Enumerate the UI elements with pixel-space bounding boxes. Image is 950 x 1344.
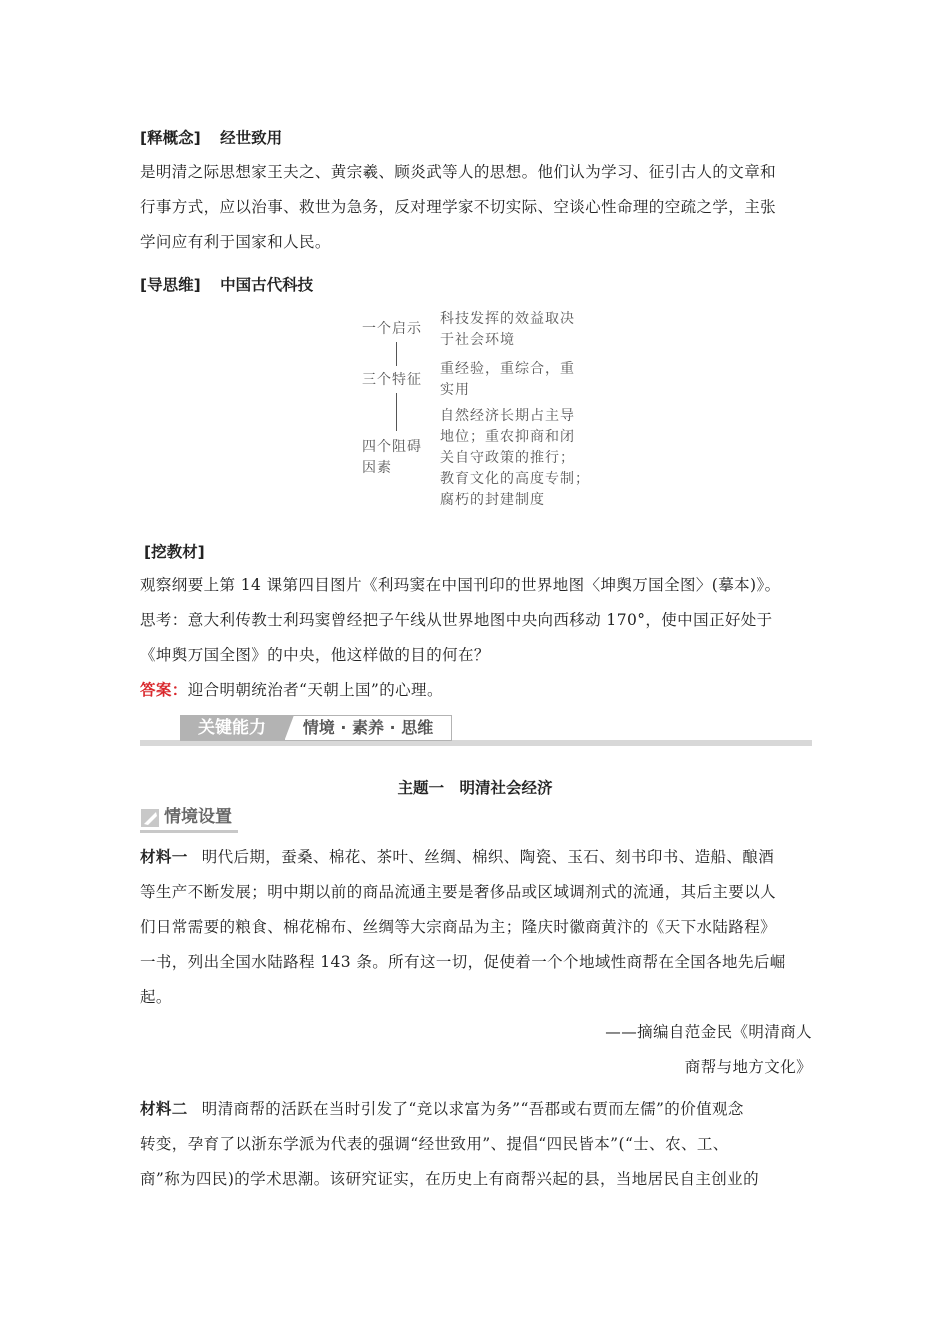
diagram-desc-line: 科技发挥的效益取决 <box>440 311 575 327</box>
concept-line: 是明清之际思想家王夫之、黄宗羲、顾炎武等人的思想。他们认为学习、征引古人的文章和 <box>140 163 777 181</box>
scene-label: 情境设置 <box>164 807 232 827</box>
diagram-desc-line: 关自守政策的推行； <box>440 450 575 466</box>
answer-line <box>140 673 812 708</box>
material1-label: 材料一 <box>140 848 188 866</box>
diagram-desc-revelation <box>440 309 575 351</box>
diagram-connector <box>396 393 397 431</box>
diagram-connector <box>396 342 397 366</box>
diagram-desc-line: 教育文化的高度专制； <box>440 471 590 487</box>
textbook-line: 《坤舆万国全图》的中央，他这样做的目的何在？ <box>140 646 490 664</box>
material2-line <box>140 1092 812 1127</box>
material2-line: 转变，孕育了以浙东学派为代表的强调“经世致用”、提倡“四民皆本”(“士、农、工、 <box>140 1135 729 1153</box>
scene-setting-tag <box>140 806 238 833</box>
concept-title: 经世致用 <box>220 129 283 147</box>
guide-label: [导思维] <box>140 276 201 294</box>
material2-text: 明清商帮的活跃在当时引发了“竞以求富为务”“吾郡或右贾而左儒”的价值观念 <box>201 1100 744 1118</box>
textbook-paragraph <box>140 568 812 708</box>
material1-line: 等生产不断发展；明中期以前的商品流通主要是奢侈品或区域调剂式的流通，其后主要以人 <box>140 883 777 901</box>
diagram-node-obstacles <box>362 437 422 479</box>
concept-line: 学问应有利于国家和人民。 <box>140 233 331 251</box>
material2-paragraph <box>140 1092 812 1197</box>
diagram-node-line: 四个阻碍 <box>362 439 422 455</box>
textbook-line: 思考：意大利传教士利玛窦曾经把子午线从世界地图中央向西移动 170°，使中国正好处于 <box>140 611 773 629</box>
material1-paragraph <box>140 840 812 1085</box>
diagram-desc-line: 实用 <box>440 382 470 398</box>
guide-title: 中国古代科技 <box>220 276 314 294</box>
concept-line: 行事方式，应以治事、救世为急务，反对理学家不切实际、空谈心性命理的空疏之学，主张 <box>140 198 777 216</box>
diagram-desc-line: 腐朽的封建制度 <box>440 492 545 508</box>
material2-label: 材料二 <box>140 1100 188 1118</box>
diagram-desc-line: 重经验，重综合，重 <box>440 361 575 377</box>
diagram-desc-obstacles <box>440 406 590 511</box>
material1-line: 们日常需要的粮食、棉花棉布、丝绸等大宗商品为主；隆庆时徽商黄汴的《天下水陆路程》 <box>140 918 777 936</box>
concept-heading <box>140 126 282 148</box>
answer-text: 迎合明朝统治者“天朝上国”的心理。 <box>187 681 443 699</box>
textbook-line: 观察纲要上第 14 课第四目图片《利玛窦在中国刊印的世界地图〈坤舆万国全图〉(摹本)》。 <box>140 576 781 594</box>
material1-line: 一书，列出全国水陆路程 143 条。所有这一切，促使着一个个地域性商帮在全国各地先后崛 <box>140 953 786 971</box>
diagram-desc-line: 地位；重农抑商和闭 <box>440 429 575 445</box>
banner-subtitle: 情境 · 素养 · 思维 <box>284 715 452 741</box>
diagram-node-revelation: 一个启示 <box>362 321 422 337</box>
material1-source: 商帮与地方文化》 <box>684 1058 812 1076</box>
concept-paragraph <box>140 155 812 260</box>
textbook-label: [挖教材] <box>144 543 205 561</box>
answer-label: 答案： <box>140 681 188 699</box>
material1-line <box>140 840 812 875</box>
diagram-desc-line: 于社会环境 <box>440 332 515 348</box>
diagram-node-line: 因素 <box>362 460 392 476</box>
scene-icon <box>140 808 160 828</box>
material1-source: ——摘编自范金民《明清商人 <box>605 1023 812 1041</box>
guide-heading <box>140 273 313 295</box>
diagram-desc-features <box>440 359 575 401</box>
material2-line: 商”称为四民)的学术思潮。该研究证实，在历史上有商帮兴起的县，当地居民自主创业的 <box>140 1170 759 1188</box>
banner-key-ability: 关键能力 <box>180 715 284 741</box>
diagram-desc-line: 自然经济长期占主导 <box>440 408 575 424</box>
concept-label: [释概念] <box>140 129 201 147</box>
diagram-node-features: 三个特征 <box>362 372 422 388</box>
material1-text: 明代后期，蚕桑、棉花、茶叶、丝绸、棉织、陶瓷、玉石、刻书印书、造船、酿酒 <box>201 848 775 866</box>
theme-title: 主题一 明清社会经济 <box>397 779 553 797</box>
material1-line: 起。 <box>140 988 172 1006</box>
